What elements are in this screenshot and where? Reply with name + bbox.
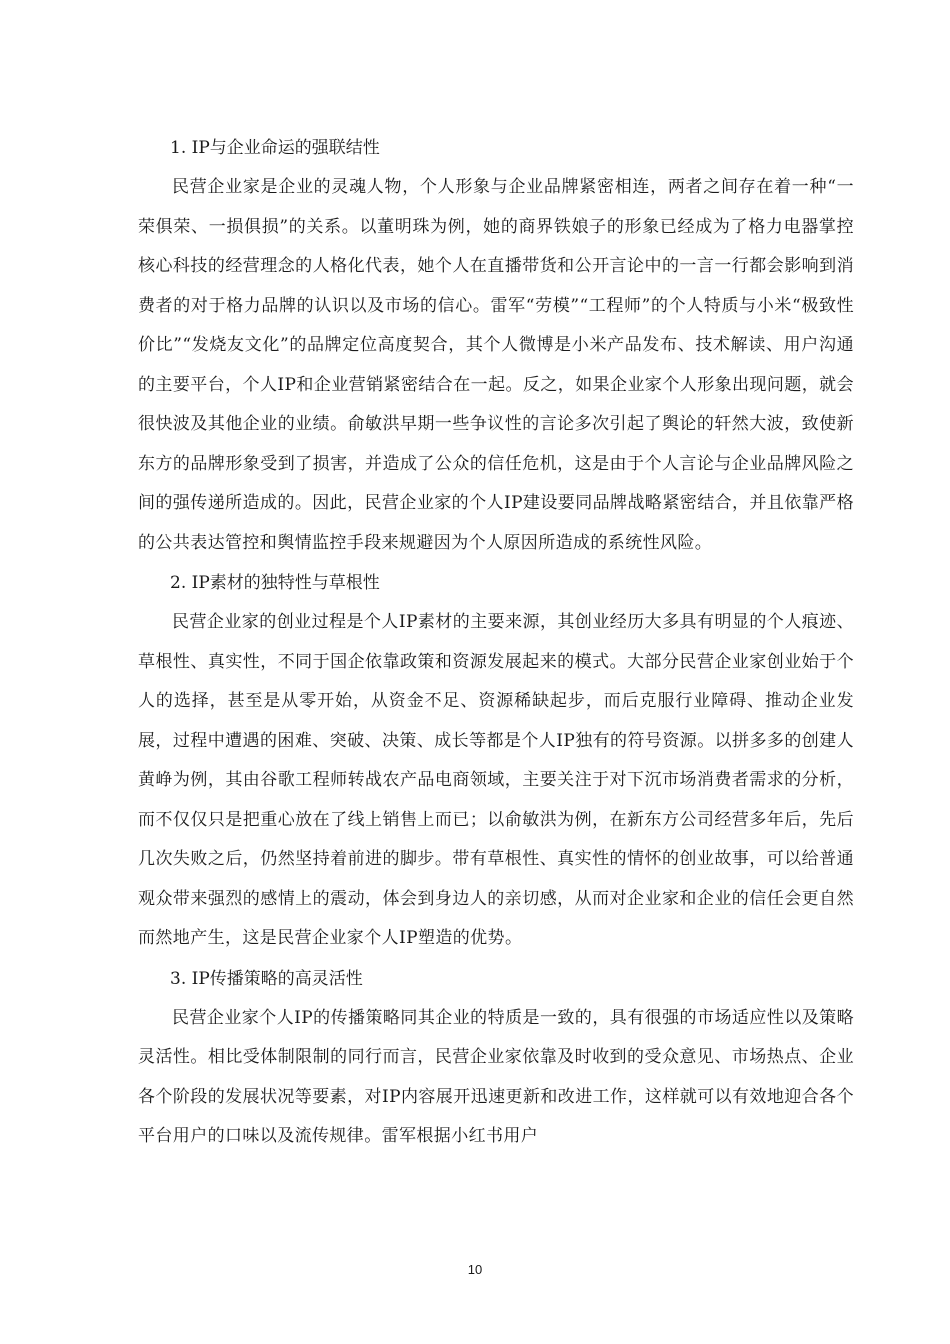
- section-paragraph-3: 民营企业家个人IP的传播策略同其企业的特质是一致的，具有很强的市场适应性以及策略灵活性。相比受体制限制的同行而言，民营企业家依靠及时收到的受众意见、市场热点、企业各个阶段的发展状况等要素，对IP内容展开迅速更新和改进工作，这样就可以有效地迎合各个平台用户的口味以及流传规律。雷军根据小红书用户: [138, 1007, 854, 1146]
- section-heading-2: 2. IP素材的独特性与草根性: [170, 573, 380, 593]
- section-paragraph-2: 民营企业家的创业过程是个人IP素材的主要来源，其创业经历大多具有明显的个人痕迹、草根性、真实性，不同于国企依靠政策和资源发展起来的模式。大部分民营企业家创业始于个人的选择，甚至是从零开始，从资金不足、资源稀缺起步，而后克服行业障碍、推动企业发展，过程中遭遇的困难、突破、决策、成长等都是个人IP独有的符号资源。以拼多多的创建人黄峥为例，其由谷歌工程师转战农产品电商领域，主要关注于对下沉市场消费者需求的分析，而不仅仅只是把重心放在了线上销售上而已；以俞敏洪为例，在新东方公司经营多年后，先后几次失败之后，仍然坚持着前进的脚步。带有草根性、真实性的情怀的创业故事，可以给普通观众带来强烈的感情上的震动，体会到身边人的亲切感，从而对企业家和企业的信任会更自然而然地产生，这是民营企业家个人IP塑造的优势。: [138, 612, 854, 948]
- page-number: 10: [467, 1262, 483, 1277]
- section-paragraph-1: 民营企业家是企业的灵魂人物，个人形象与企业品牌紧密相连，两者之间存在着一种“一荣俱荣、一损俱损”的关系。以董明珠为例，她的商界铁娘子的形象已经成为了格力电器掌控核心科技的经营理念的人格化代表，她个人在直播带货和公开言论中的一言一行都会影响到消费者的对于格力品牌的认识以及市场的信心。雷军“劳模”“工程师”的个人特质与小米“极致性价比”“发烧友文化”的品牌定位高度契合，其个人微博是小米产品发布、技术解读、用户沟通的主要平台，个人IP和企业营销紧密结合在一起。反之，如果企业家个人形象出现问题，就会很快波及其他企业的业绩。俞敏洪早期一些争议性的言论多次引起了舆论的轩然大波，致使新东方的品牌形象受到了损害，并造成了公众的信任危机，这是由于个人言论与企业品牌风险之间的强传递所造成的。因此，民营企业家的个人IP建设要同品牌战略紧密结合，并且依靠严格的公共表达管控和舆情监控手段来规避因为个人原因所造成的系统性风险。: [138, 177, 854, 553]
- section-heading-1: 1. IP与企业命运的强联结性: [170, 138, 380, 158]
- section-heading-3: 3. IP传播策略的高灵活性: [170, 968, 363, 989]
- document-body: [138, 128, 854, 1157]
